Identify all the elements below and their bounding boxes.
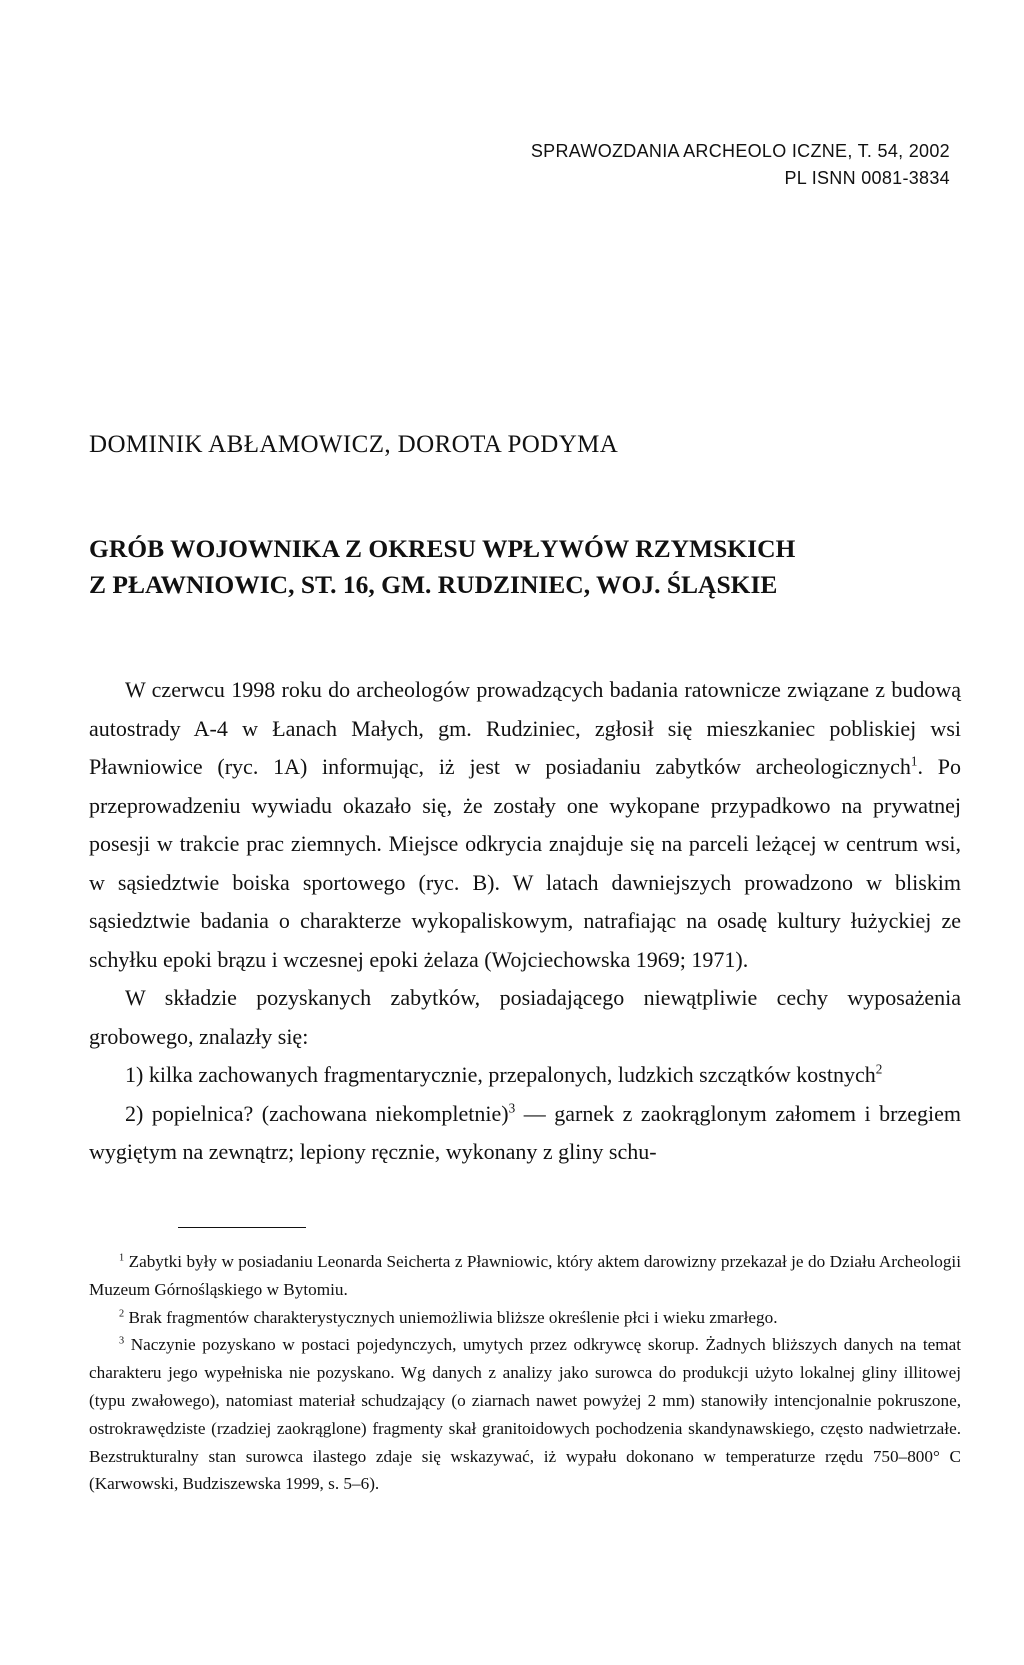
- footnote-text-1: Zabytki były w posiadaniu Leonarda Seicherta z Pławniowic, który aktem darowizny przekazał je do Działu Archeologii Muzeum Górnośląskiego w Bytomiu.: [89, 1252, 961, 1299]
- footnote-ref-2: 2: [875, 1061, 883, 1077]
- p4-text-b: — garnek z zaokrąglonym załomem i brzegiem wygiętym na zewnątrz; lepiony ręcznie, wykonany z gliny schu-: [89, 1100, 961, 1164]
- article-title: [89, 531, 969, 603]
- title-line-2: Z PŁAWNIOWIC, ST. 16, GM. RUDZINIEC, WOJ. ŚLĄSKIE: [89, 570, 778, 599]
- footnote-ref-3: 3: [508, 1100, 516, 1116]
- footnote-mark-1: 1: [119, 1252, 125, 1264]
- footnotes: [89, 1248, 961, 1498]
- running-header: [0, 138, 950, 192]
- title-line-1: GRÓB WOJOWNIKA Z OKRESU WPŁYWÓW RZYMSKICH: [89, 534, 796, 563]
- p3-text: 1) kilka zachowanych fragmentarycznie, przepalonych, ludzkich szczątków kostnych: [125, 1062, 876, 1087]
- footnote-mark-2: 2: [119, 1307, 125, 1319]
- journal-citation: SPRAWOZDANIA ARCHEOLO ICZNE, T. 54, 2002: [530, 141, 950, 161]
- footnote-1: [89, 1248, 961, 1304]
- body-paragraph-1: [89, 671, 961, 979]
- footnote-text-3: Naczynie pozyskano w postaci pojedynczych, umytych przez odkrywcę skorup. Żadnych bliższych danych na temat charakteru jego wypełniska nie pozyskano. Wg danych z analizy jako surowca do produkcji użyto lokalnej gliny illitowej (typu zwałowego), natomiast materiał schudzający (o ziarnach nawet powyżej 2 mm) stanowiły intencjonalnie pokruszone, ostrokrawędziste (rzadziej zaokrąglone) fragmenty skał granitoidowych pochodzenia skandynawskiego, często nadwietrzałe. Bezstrukturalny stan surowca ilastego zdaje się wskazywać, iż wypału dokonano w temperaturze rzędu 750–800° C (Karwowski, Budziszewska 1999, s. 5–6).: [89, 1335, 961, 1494]
- footnote-separator: [178, 1227, 306, 1228]
- issn-line: PL ISNN 0081-3834: [784, 168, 950, 188]
- footnote-2: [89, 1304, 961, 1332]
- footnote-3: [89, 1331, 961, 1498]
- article-body: [89, 671, 961, 1172]
- body-paragraph-3: [89, 1056, 961, 1095]
- p1-text-a: W czerwcu 1998 roku do archeologów prowadzących badania ratownicze związane z budową autostrady A-4 w Łanach Małych, gm. Rudziniec, zgłosił się mieszkaniec pobliskiej wsi Pławniowice (ryc. 1A) informując, iż jest w posiadaniu zabytków archeologicznych: [89, 677, 961, 779]
- p4-text-a: 2) popielnica? (zachowana niekompletnie): [125, 1100, 509, 1126]
- article-authors: DOMINIK ABŁAMOWICZ, DOROTA PODYMA: [89, 431, 619, 458]
- body-paragraph-4: [89, 1095, 961, 1172]
- footnote-text-2: Brak fragmentów charakterystycznych uniemożliwia bliższe określenie płci i wieku zmarłego.: [124, 1307, 778, 1327]
- p1-text-b: . Po przeprowadzeniu wywiadu okazało się, że zostały one wykopane przypadkowo na prywatnej posesji w trakcie prac ziemnych. Miejsce odkrycia znajduje się na parceli leżącej w centrum wsi, w sąsiedztwie boiska sportowego (ryc. B). W latach dawniejszych prowadzono w bliskim sąsiedztwie badania o charakterze wykopaliskowym, natrafiając na osadę kultury łużyckiej ze schyłku epoki brązu i wczesnej epoki żelaza (Wojciechowska 1969; 1971).: [89, 754, 961, 972]
- footnote-ref-1: 1: [910, 753, 918, 769]
- footnote-mark-3: 3: [119, 1335, 125, 1347]
- body-paragraph-2: W składzie pozyskanych zabytków, posiadającego niewątpliwie cechy wyposażenia grobowego, znalazły się:: [89, 985, 961, 1049]
